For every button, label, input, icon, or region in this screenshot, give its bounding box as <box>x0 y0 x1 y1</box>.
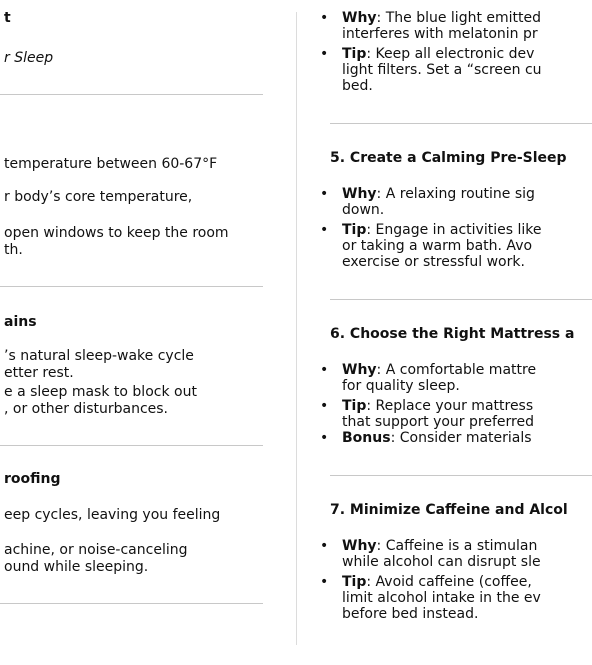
tip-continued: bed. <box>342 78 373 94</box>
tip-label: Tip <box>342 46 367 62</box>
divider <box>0 603 263 604</box>
bonus-label: Bonus <box>342 430 391 446</box>
why-continued: down. <box>342 202 385 218</box>
why-continued: while alcohol can disrupt sle <box>342 554 541 570</box>
tip-text: : Replace your mattress <box>366 398 534 414</box>
why-text: : A comfortable mattre <box>376 362 537 378</box>
list-item <box>297 222 592 270</box>
article-title-fragment: t <box>4 10 11 26</box>
why-continued: interferes with melatonin pr <box>342 26 538 42</box>
tip-text: : Avoid caffeine (coffee, <box>366 574 532 590</box>
right-column <box>297 0 592 665</box>
temperature-line-2: r body’s core temperature, <box>4 189 193 205</box>
blackout-line-3: e a sleep mask to block out <box>4 384 197 400</box>
temperature-line-3: open windows to keep the room <box>4 225 229 241</box>
tip-continued: that support your preferred <box>342 414 534 430</box>
tip-text: : Keep all electronic dev <box>366 46 535 62</box>
list-item <box>297 46 592 94</box>
screen-list <box>297 10 592 94</box>
list-item <box>297 430 592 446</box>
tip-label: Tip <box>342 398 367 414</box>
list-item <box>297 538 592 570</box>
divider <box>330 475 592 476</box>
blackout-line-1: ’s natural sleep-wake cycle <box>4 348 194 364</box>
tip-continued: light filters. Set a “screen cu <box>342 62 542 78</box>
bonus-text: : Consider materials <box>390 430 532 446</box>
section-6-heading: 6. Choose the Right Mattress a <box>330 326 575 342</box>
tip-label: Tip <box>342 574 367 590</box>
soundproofing-line-2: achine, or noise-canceling <box>4 542 188 558</box>
why-text: : Caffeine is a stimulan <box>376 538 538 554</box>
list-item <box>297 362 592 394</box>
soundproofing-heading-fragment: roofing <box>4 471 61 487</box>
why-text: : The blue light emitted <box>376 10 542 26</box>
why-label: Why <box>342 538 377 554</box>
why-label: Why <box>342 362 377 378</box>
divider <box>330 299 592 300</box>
mattress-list <box>297 362 592 446</box>
list-item <box>297 10 592 42</box>
divider <box>0 445 263 446</box>
divider <box>330 123 592 124</box>
soundproofing-line-3: ound while sleeping. <box>4 559 149 575</box>
tip-label: Tip <box>342 222 367 238</box>
tip-continued: before bed instead. <box>342 606 479 622</box>
why-text: : A relaxing routine sig <box>376 186 535 202</box>
section-5-heading: 5. Create a Calming Pre-Sleep <box>330 150 567 166</box>
blackout-heading-fragment: ains <box>4 314 37 330</box>
section-7-heading: 7. Minimize Caffeine and Alcol <box>330 502 568 518</box>
list-item <box>297 574 592 622</box>
list-item <box>297 186 592 218</box>
divider <box>0 286 263 287</box>
tip-continued: or taking a warm bath. Avo <box>342 238 533 254</box>
routine-list <box>297 186 592 270</box>
why-label: Why <box>342 186 377 202</box>
blackout-line-2: etter rest. <box>4 365 74 381</box>
article-subtitle-fragment: r Sleep <box>4 50 54 66</box>
why-label: Why <box>342 10 377 26</box>
why-continued: for quality sleep. <box>342 378 460 394</box>
blackout-line-4: , or other disturbances. <box>4 401 169 417</box>
tip-text: : Engage in activities like <box>366 222 542 238</box>
list-item <box>297 398 592 430</box>
tip-continued: limit alcohol intake in the ev <box>342 590 541 606</box>
tip-continued: exercise or stressful work. <box>342 254 525 270</box>
soundproofing-line-1: eep cycles, leaving you feeling <box>4 507 221 523</box>
temperature-line-1: temperature between 60-67°F <box>4 156 218 172</box>
temperature-line-4: th. <box>4 242 23 258</box>
divider <box>0 94 263 95</box>
caffeine-list <box>297 538 592 622</box>
